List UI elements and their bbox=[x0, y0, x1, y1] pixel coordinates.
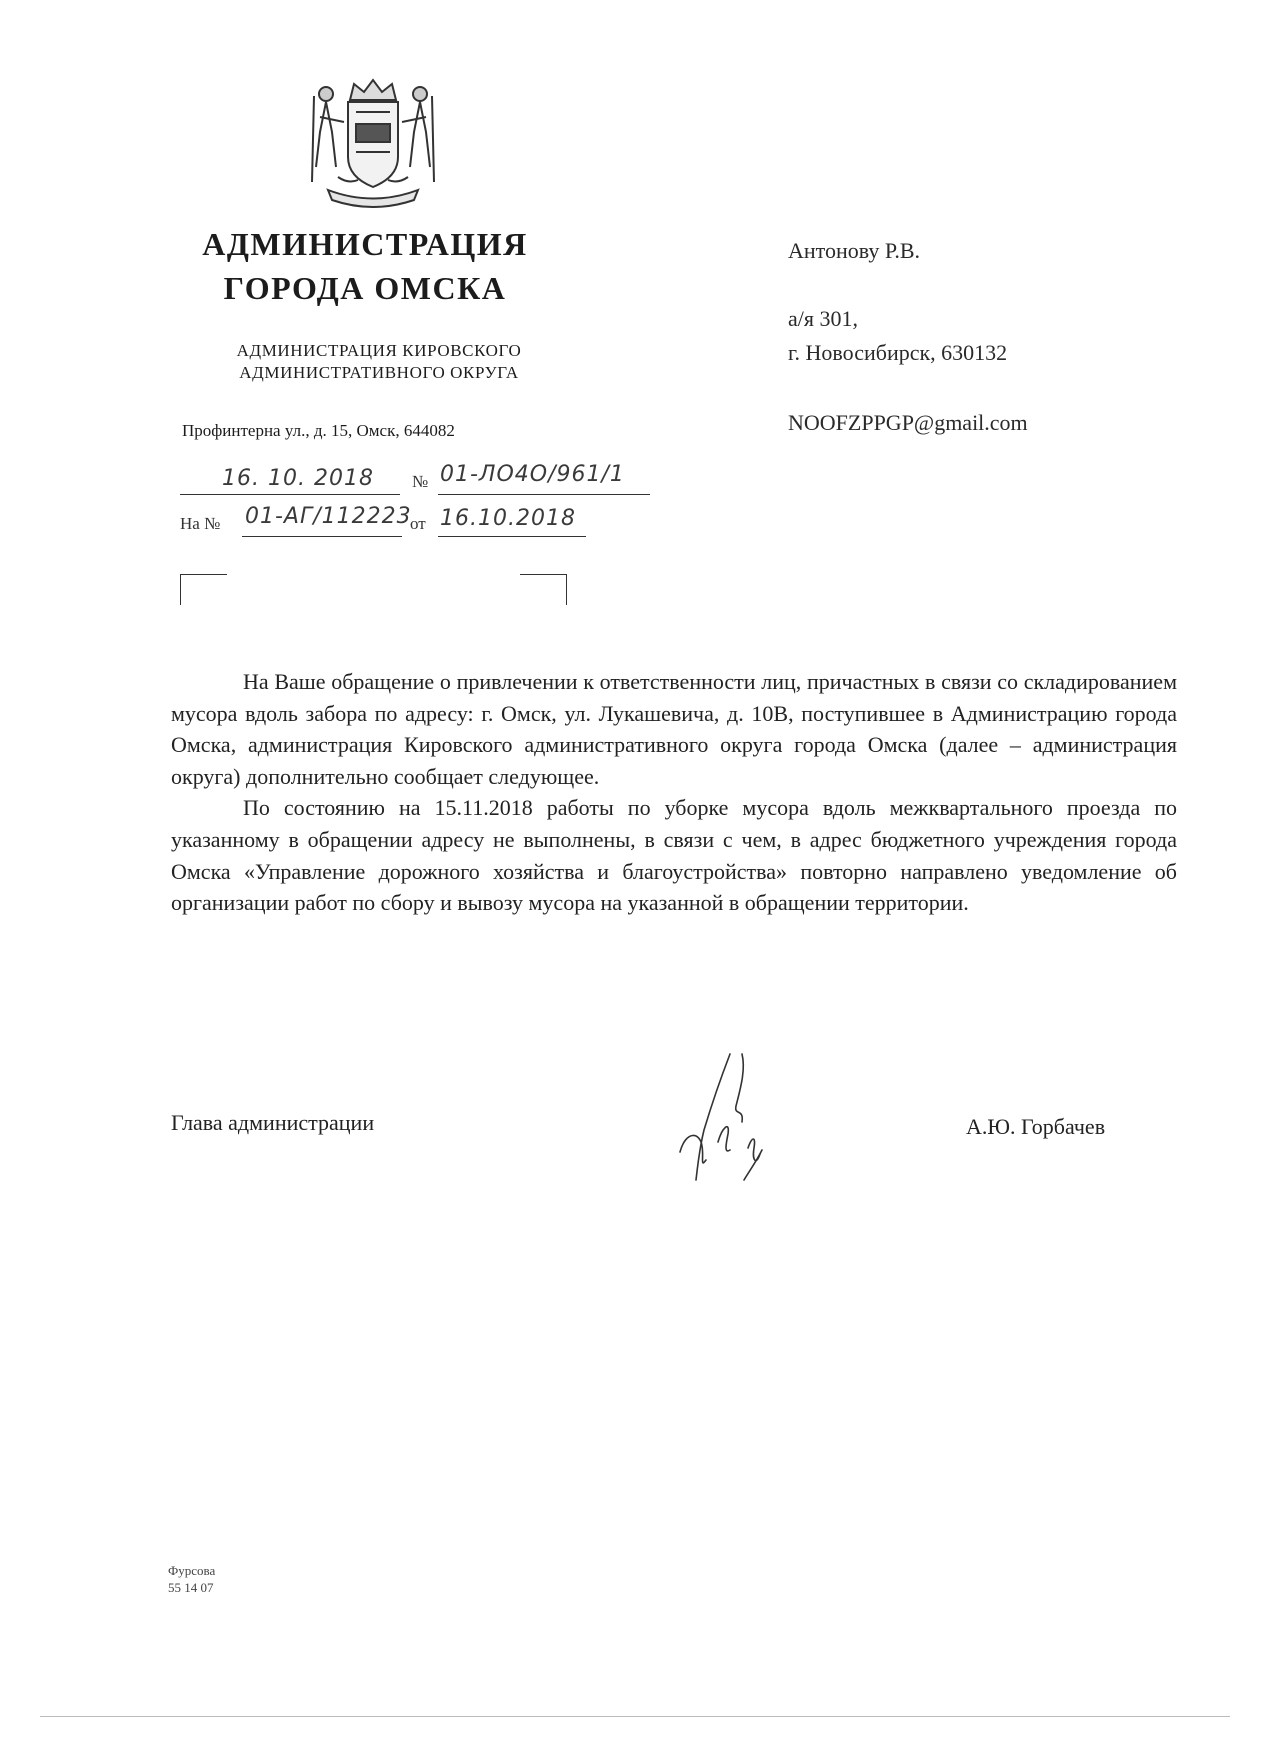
body-paragraph-2: По состоянию на 15.11.2018 работы по уборке мусора вдоль межквартального проезда по указанному в обращении адресу не выполнены, в связи с чем, в адрес бюджетного учреждения города Омска «Управление дорожного хозяйства и благоустройства» повторно направлено уведомление об организации работ по сбору и вывозу мусора на указанной в обращении территории. bbox=[171, 795, 1177, 916]
date-underline bbox=[180, 494, 400, 495]
signatory-position: Глава администрации bbox=[171, 1110, 375, 1135]
bracket-right bbox=[520, 574, 567, 605]
body-paragraph-1: На Ваше обращение о привлечении к ответственности лиц, причастных в связи со складированием мусора вдоль забора по адресу: г. Омск, ул. Лукашевича, д. 10В, поступившее в Администрацию города Омска, администрация Кировского административного округа города Омска (далее – администрация округа) дополнительно сообщает следующее. bbox=[171, 669, 1177, 789]
reference-label: На № bbox=[180, 514, 221, 533]
coat-of-arms-icon bbox=[298, 72, 448, 212]
reference-date-underline bbox=[438, 536, 586, 537]
handwritten-signature-icon bbox=[660, 1050, 800, 1190]
organization-title bbox=[155, 222, 575, 310]
recipient-city: г. Новосибирск, 630132 bbox=[788, 340, 1008, 365]
signatory-name: А.Ю. Горбачев bbox=[966, 1114, 1106, 1139]
registration-date: 16. 10. 2018 bbox=[222, 466, 374, 491]
bracket-left bbox=[180, 574, 227, 605]
sub-organization bbox=[184, 340, 574, 384]
reference-number: 01-АГ/112223 bbox=[245, 504, 412, 529]
executor-name: Фурсова bbox=[168, 1563, 216, 1578]
recipient-po-box: а/я 301, bbox=[788, 306, 858, 331]
number-label: № bbox=[412, 472, 429, 491]
org-title-line-2: ГОРОДА ОМСКА bbox=[223, 270, 507, 306]
number-underline bbox=[438, 494, 650, 495]
reference-underline bbox=[242, 536, 402, 537]
executor-phone: 55 14 07 bbox=[168, 1580, 214, 1595]
sub-org-line-1: АДМИНИСТРАЦИЯ КИРОВСКОГО bbox=[236, 341, 522, 360]
letter-body bbox=[171, 666, 1177, 919]
registration-number: 01-ЛО4О/961/1 bbox=[440, 462, 625, 487]
page-bottom-rule bbox=[40, 1716, 1230, 1717]
recipient-email: NOOFZPPGP@gmail.com bbox=[788, 410, 1028, 435]
recipient-name: Антонову Р.В. bbox=[788, 238, 921, 263]
reference-date: 16.10.2018 bbox=[440, 506, 576, 531]
sub-org-line-2: АДМИНИСТРАТИВНОГО ОКРУГА bbox=[239, 363, 519, 382]
org-title-line-1: АДМИНИСТРАЦИЯ bbox=[202, 226, 528, 262]
executor-info bbox=[168, 1562, 215, 1596]
sender-address: Профинтерна ул., д. 15, Омск, 644082 bbox=[182, 421, 455, 440]
reference-from-label: от bbox=[410, 514, 426, 533]
